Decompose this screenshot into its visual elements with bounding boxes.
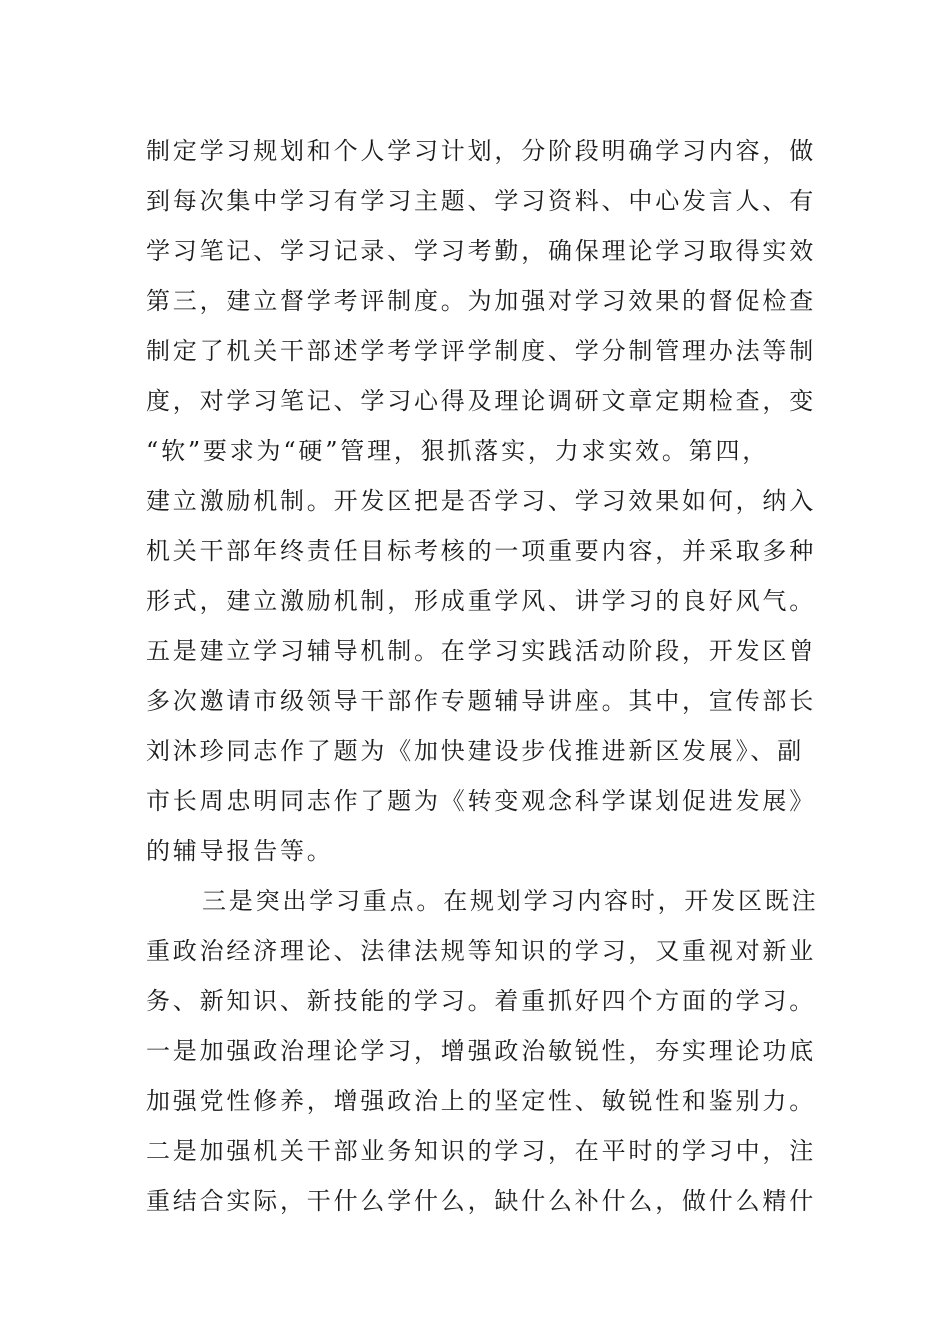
text-line: 刘沐珍同志作了题为《加快建设步伐推进新区发展》、副 — [146, 737, 804, 765]
body-text — [146, 126, 819, 1226]
text-line: 重政治经济理论、法律法规等知识的学习，又重视对新业 — [146, 937, 816, 965]
text-line: 第三，建立督学考评制度。为加强对学习效果的督促检查 — [146, 287, 816, 315]
paragraph-start-line: 三是突出学习重点。在规划学习内容时，开发区既注 — [202, 887, 819, 915]
text-line: 制定学习规划和个人学习计划，分阶段明确学习内容，做 — [146, 137, 816, 165]
text-line: 务、新知识、新技能的学习。着重抓好四个方面的学习。 — [146, 987, 816, 1015]
text-line: 学习笔记、学习记录、学习考勤，确保理论学习取得实效 — [146, 237, 816, 265]
text-line: 多次邀请市级领导干部作专题辅导讲座。其中，宣传部长 — [146, 687, 816, 715]
text-line: 二是加强机关干部业务知识的学习，在平时的学习中，注 — [146, 1137, 816, 1165]
text-line: 市长周忠明同志作了题为《转变观念科学谋划促进发展》 — [146, 787, 816, 815]
text-line: 制定了机关干部述学考学评学制度、学分制管理办法等制 — [146, 337, 816, 365]
text-line: 建立激励机制。开发区把是否学习、学习效果如何，纳入 — [146, 487, 816, 515]
text-line: 一是加强政治理论学习，增强政治敏锐性，夯实理论功底 — [146, 1037, 816, 1065]
text-line: “软”要求为“硬”管理，狠抓落实，力求实效。第四， — [146, 437, 770, 465]
text-line: 五是建立学习辅导机制。在学习实践活动阶段，开发区曾 — [146, 637, 816, 665]
text-line: 重结合实际，干什么学什么，缺什么补什么，做什么精什 — [146, 1187, 816, 1215]
text-line: 的辅导报告等。 — [146, 837, 334, 865]
text-line: 到每次集中学习有学习主题、学习资料、中心发言人、有 — [146, 187, 816, 215]
text-line: 机关干部年终责任目标考核的一项重要内容，并采取多种 — [146, 537, 816, 565]
text-line: 加强党性修养，增强政治上的坚定性、敏锐性和鉴别力。 — [146, 1087, 816, 1115]
text-line: 度，对学习笔记、学习心得及理论调研文章定期检查，变 — [146, 387, 816, 415]
text-line: 形式，建立激励机制，形成重学风、讲学习的良好风气。 — [146, 587, 816, 615]
